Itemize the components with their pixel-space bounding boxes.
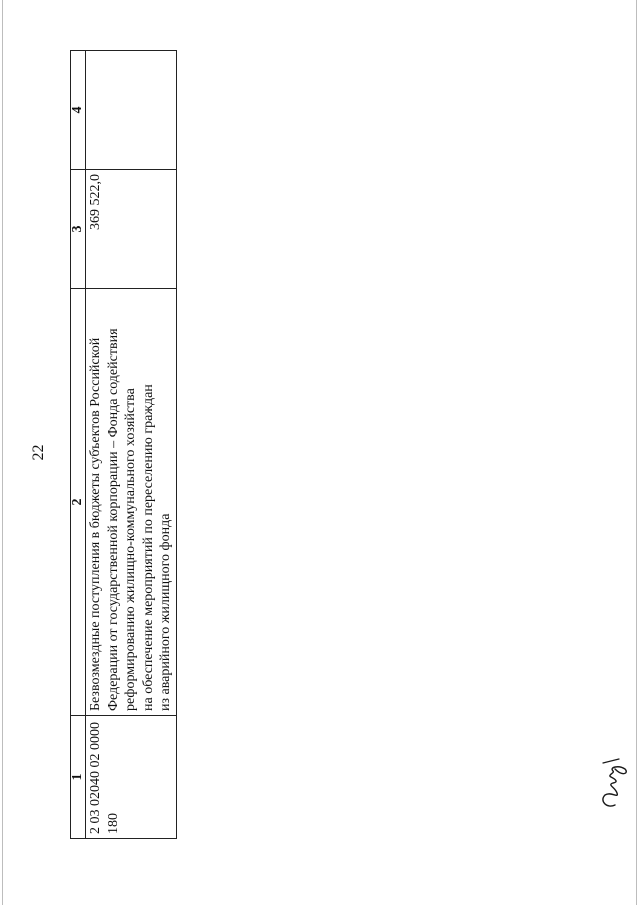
table-header-row [71,51,86,839]
column-header-2: 2 [71,289,86,716]
budget-classification-code: 2 03 02040 02 0000 180 [86,716,177,839]
column-header-1: 1 [71,716,86,839]
column-header-3: 3 [71,170,86,289]
page-number: 22 [30,444,47,461]
revenue-table [70,50,177,839]
table-row [86,51,177,839]
column-4-value [86,51,177,170]
description-line: на обеспечение мероприятий по переселению граждан [140,384,156,711]
description-line: из аварийного жилищного фонда [158,513,173,711]
amount-value: 369 522,0 [86,170,177,289]
handwritten-signature-icon [585,753,633,813]
column-header-4: 4 [71,51,86,170]
description-line: Федерации от государственной корпорации – Фонда содействия [105,328,121,711]
revenue-description [86,289,177,716]
description-line: Безвозмездные поступления в бюджеты субъектов Российской [88,337,103,711]
description-line: реформированию жилищно-коммунального хозяйства [123,388,138,711]
